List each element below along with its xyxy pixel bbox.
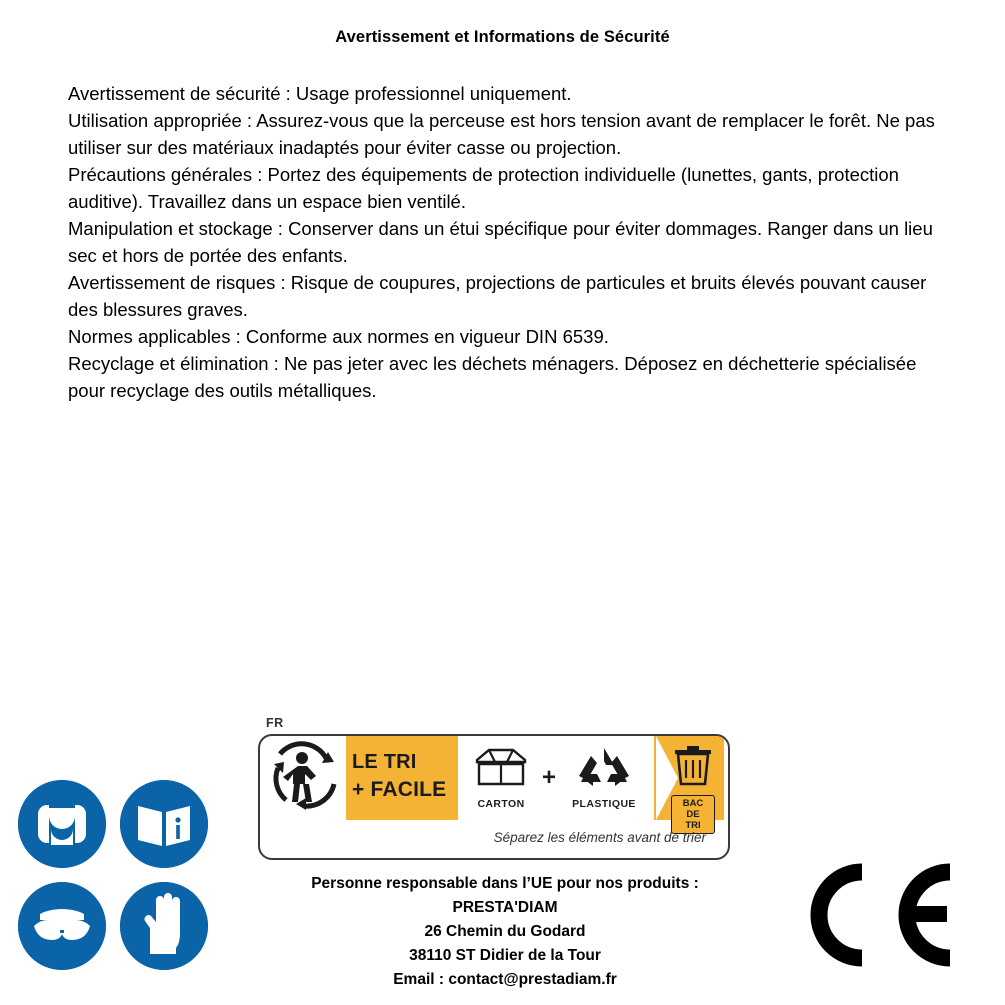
- responsible-address: 26 Chemin du Godard: [424, 923, 586, 940]
- responsible-email: Email : contact@prestadiam.fr: [393, 971, 617, 988]
- triman-region-tag: FR: [266, 716, 284, 730]
- plastique-label: PLASTIQUE: [572, 798, 636, 810]
- safety-paragraph-5: Avertissement de risques : Risque de coupures, projections de particules et bruits élevés pouvant causer des blessures graves.: [68, 272, 927, 320]
- ce-marking-icon: [800, 860, 970, 970]
- triman-recycling-label: [258, 716, 728, 856]
- responsible-heading-prefix: Personne responsable dans l’: [311, 875, 531, 892]
- safety-paragraph-7: Recyclage et élimination : Ne pas jeter avec les déchets ménagers. Déposez en déchetterie spécialisée pour recyclage des outils métalliques.: [68, 353, 917, 401]
- plus-separator: +: [542, 764, 557, 791]
- triman-slogan-line1: LE TRI: [352, 751, 417, 773]
- responsible-person-block: [200, 872, 810, 992]
- read-manual-icon: [120, 780, 208, 868]
- triman-footer-text: Séparez les éléments avant de trier: [493, 830, 706, 845]
- carton-box-icon: [467, 742, 535, 792]
- recycle-loop-icon: [569, 742, 639, 792]
- trash-bin-icon: [670, 742, 716, 788]
- bin-label-line2: DE: [686, 809, 700, 820]
- safety-paragraph-1: Avertissement de sécurité : Usage professionnel uniquement.: [68, 83, 572, 104]
- bin-label-line3: TRI: [685, 820, 701, 831]
- pictogram-grid: [18, 780, 228, 990]
- bin-label-line1: BAC: [682, 798, 704, 809]
- triman-footer: [260, 822, 724, 856]
- carton-label: CARTON: [477, 798, 525, 810]
- safety-paragraph-6: Normes applicables : Conforme aux normes en vigueur DIN 6539.: [68, 326, 609, 347]
- safety-paragraph-3: Précautions générales : Portez des équipements de protection individuelle (lunettes, gants, protection auditive). Travaillez dans un espace bien ventilé.: [68, 164, 899, 212]
- triman-slogan-line2: + FACILE: [352, 778, 447, 801]
- responsible-heading-suffix: pour nos produits :: [552, 875, 699, 892]
- safety-paragraph-2: Utilisation appropriée : Assurez-vous que la perceuse est hors tension avant de remplacer le forêt. Ne pas utiliser sur des matériaux inadaptés pour éviter casse ou projection.: [68, 110, 935, 158]
- responsible-company: PRESTA'DIAM: [452, 899, 558, 916]
- hand-protection-icon: [120, 882, 208, 970]
- eye-protection-icon: [18, 882, 106, 970]
- carton-cell: [462, 742, 540, 810]
- responsible-city: 38110 ST Didier de la Tour: [409, 947, 601, 964]
- plastique-cell: [560, 742, 648, 810]
- bin-cell: [664, 742, 722, 834]
- responsible-heading-ue: UE: [530, 875, 553, 892]
- ear-protection-icon: [18, 780, 106, 868]
- triman-top-row: [260, 736, 724, 831]
- responsible-heading: [200, 872, 810, 896]
- triman-slogan: [352, 748, 456, 804]
- safety-text-block: [68, 80, 958, 404]
- page-title: Avertissement et Informations de Sécurité: [335, 28, 670, 46]
- triman-man-icon: [266, 738, 346, 818]
- triman-box: [258, 734, 730, 860]
- safety-paragraph-4: Manipulation et stockage : Conserver dans un étui spécifique pour éviter dommages. Ranger dans un lieu sec et hors de portée des enfants.: [68, 218, 933, 266]
